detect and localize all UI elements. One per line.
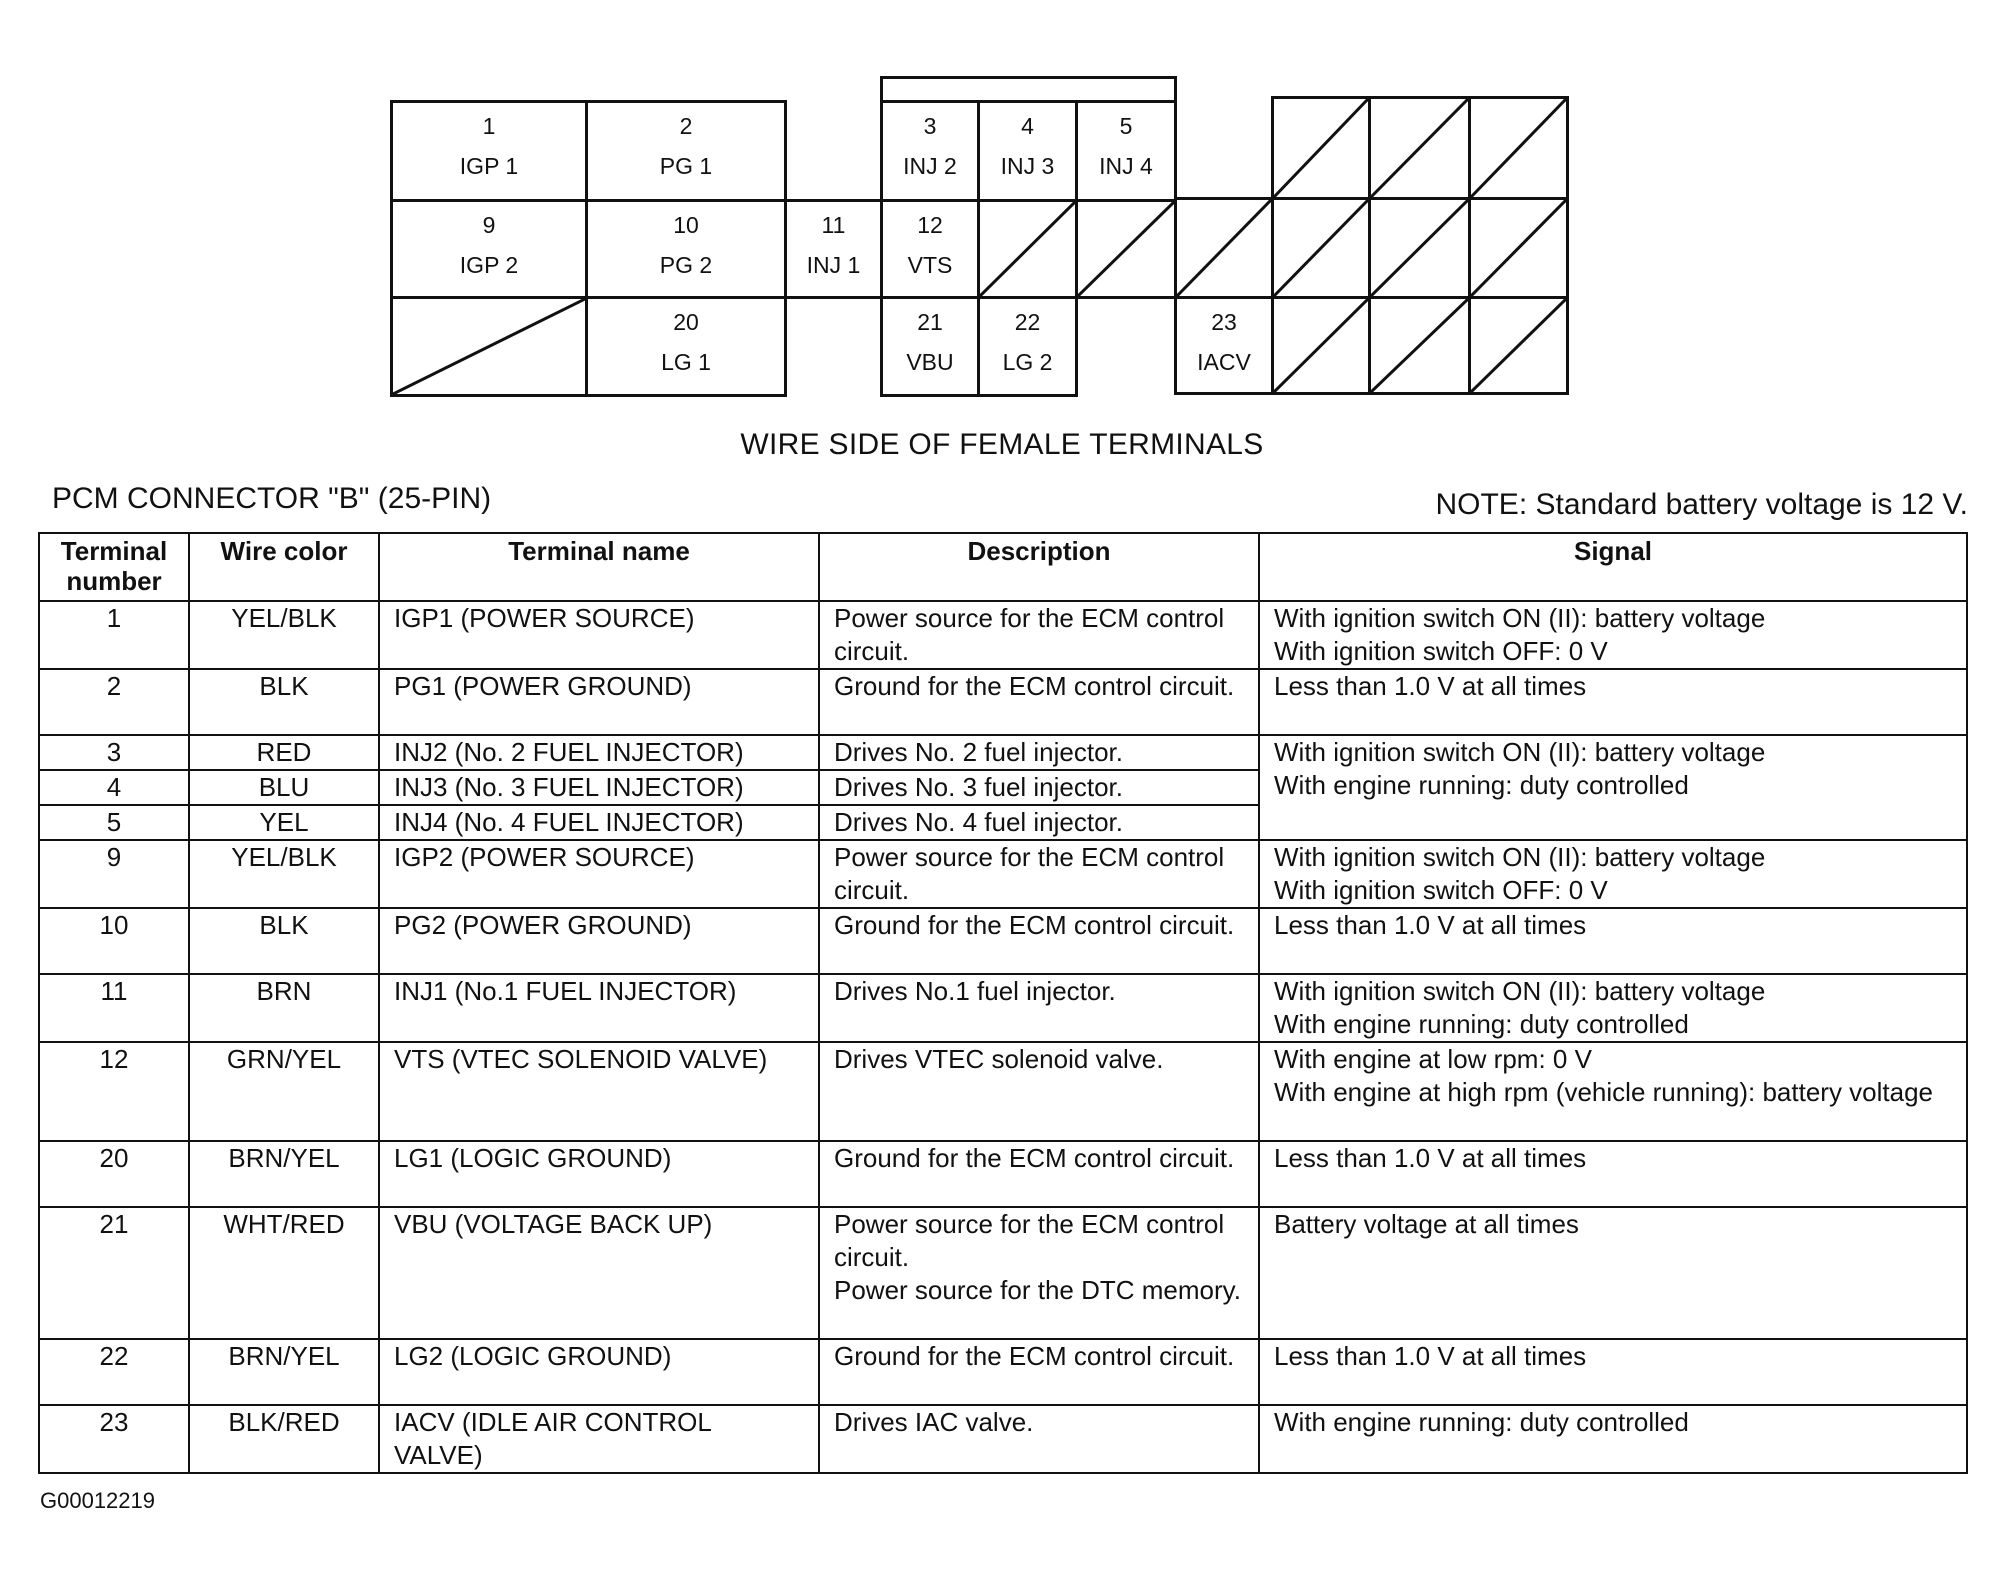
- signal-line: With engine running: duty controlled: [1274, 770, 1689, 800]
- pin-cell-12: [880, 199, 980, 299]
- blank-pin-cell: [1368, 96, 1471, 200]
- pin-number: 3: [923, 113, 937, 139]
- table-row: [39, 840, 1967, 908]
- terminal-number: 10: [39, 908, 189, 974]
- terminal-number: 21: [39, 1207, 189, 1339]
- signal-line: With engine at high rpm (vehicle running): battery voltage: [1274, 1077, 1934, 1107]
- table-row: [39, 1141, 1967, 1207]
- table-row: [39, 601, 1967, 669]
- pin-name: PG 2: [659, 252, 713, 278]
- pin-name: IGP 2: [459, 252, 519, 278]
- wire-color: YEL/BLK: [189, 601, 379, 669]
- connector-diagram: [0, 0, 2004, 420]
- pin-cell-5: [1075, 100, 1177, 202]
- signal: [1259, 1405, 1967, 1473]
- terminal-name: IACV (IDLE AIR CONTROL VALVE): [379, 1405, 819, 1473]
- header-wire-color: Wire color: [189, 533, 379, 601]
- pin-number: 1: [482, 113, 496, 139]
- pin-cell-23: [1174, 296, 1274, 395]
- terminal-name: IGP1 (POWER SOURCE): [379, 601, 819, 669]
- pin-cell-2: [585, 100, 787, 202]
- pin-name: LG 2: [1002, 349, 1053, 375]
- table-row: [39, 735, 1967, 770]
- connector-caption: WIRE SIDE OF FEMALE TERMINALS: [740, 428, 1264, 461]
- pin-name: IGP 1: [459, 153, 519, 179]
- signal-line: With ignition switch OFF: 0 V: [1274, 875, 1608, 905]
- pin-name: VBU: [906, 349, 954, 375]
- table-row: [39, 1042, 1967, 1141]
- signal: [1259, 735, 1967, 840]
- signal-line: Less than 1.0 V at all times: [1274, 1143, 1587, 1173]
- signal: [1259, 601, 1967, 669]
- signal-line: With ignition switch OFF: 0 V: [1274, 636, 1608, 666]
- terminal-table: [38, 532, 1968, 1474]
- pin-cell-9: [390, 199, 588, 299]
- blank-pin-cell: [1075, 199, 1177, 299]
- pin-name: VTS: [907, 252, 953, 278]
- signal-line: With engine running: duty controlled: [1274, 1009, 1689, 1039]
- signal-line: Less than 1.0 V at all times: [1274, 671, 1587, 701]
- signal: [1259, 1207, 1967, 1339]
- pin-cell-11: [784, 199, 883, 299]
- description: Drives No.1 fuel injector.: [819, 974, 1259, 1042]
- description: Drives No. 4 fuel injector.: [819, 805, 1259, 840]
- wire-color: BLK: [189, 908, 379, 974]
- terminal-number: 20: [39, 1141, 189, 1207]
- wire-color: WHT/RED: [189, 1207, 379, 1339]
- pin-name: INJ 3: [1000, 153, 1055, 179]
- blank-pin-cell: [1468, 96, 1569, 200]
- pin-name: PG 1: [659, 153, 713, 179]
- pin-name: INJ 2: [903, 153, 957, 179]
- description: Ground for the ECM control circuit.: [819, 669, 1259, 735]
- terminal-name: VTS (VTEC SOLENOID VALVE): [379, 1042, 819, 1141]
- signal-line: With engine running: duty controlled: [1274, 1407, 1689, 1437]
- terminal-name: PG2 (POWER GROUND): [379, 908, 819, 974]
- pin-name: INJ 1: [806, 252, 861, 278]
- description: Drives VTEC solenoid valve.: [819, 1042, 1259, 1141]
- table-row: [39, 669, 1967, 735]
- description: Ground for the ECM control circuit.: [819, 908, 1259, 974]
- description: Power source for the ECM control circuit.: [819, 601, 1259, 669]
- pin-name: LG 1: [661, 349, 711, 375]
- blank-pin-cell: [390, 296, 588, 397]
- terminal-number: 11: [39, 974, 189, 1042]
- blank-pin-cell: [1368, 197, 1471, 299]
- signal-line: With engine at low rpm: 0 V: [1274, 1044, 1592, 1074]
- signal-line: Less than 1.0 V at all times: [1274, 910, 1587, 940]
- terminal-name: INJ2 (No. 2 FUEL INJECTOR): [379, 735, 819, 770]
- description: Ground for the ECM control circuit.: [819, 1339, 1259, 1405]
- wire-color: BRN: [189, 974, 379, 1042]
- terminal-number: 23: [39, 1405, 189, 1473]
- description: Drives No. 2 fuel injector.: [819, 735, 1259, 770]
- description: Drives No. 3 fuel injector.: [819, 770, 1259, 805]
- blank-pin-cell: [1174, 197, 1274, 299]
- pin-number: 20: [673, 309, 699, 335]
- blank-pin-cell: [1271, 96, 1371, 200]
- terminal-name: PG1 (POWER GROUND): [379, 669, 819, 735]
- terminal-number: 22: [39, 1339, 189, 1405]
- blank-pin-cell: [1368, 296, 1471, 395]
- table-row: [39, 1405, 1967, 1473]
- signal: [1259, 840, 1967, 908]
- pin-number: 4: [1021, 113, 1034, 139]
- signal-line: Battery voltage at all times: [1274, 1209, 1579, 1239]
- terminal-number: 12: [39, 1042, 189, 1141]
- wire-color: YEL/BLK: [189, 840, 379, 908]
- signal: [1259, 1042, 1967, 1141]
- signal-line: With ignition switch ON (II): battery voltage: [1274, 737, 1766, 767]
- terminal-number: 1: [39, 601, 189, 669]
- pin-name: INJ 4: [1099, 153, 1153, 179]
- pin-cell-1: [390, 100, 588, 202]
- description: Power source for the ECM control circuit.: [819, 840, 1259, 908]
- wire-color: GRN/YEL: [189, 1042, 379, 1141]
- signal: [1259, 908, 1967, 974]
- terminal-name: IGP2 (POWER SOURCE): [379, 840, 819, 908]
- terminal-name: LG2 (LOGIC GROUND): [379, 1339, 819, 1405]
- pin-cell-20: [585, 296, 787, 397]
- wire-color: BLK/RED: [189, 1405, 379, 1473]
- blank-pin-cell: [1271, 197, 1371, 299]
- description: Drives IAC valve.: [819, 1405, 1259, 1473]
- pin-number: 23: [1211, 309, 1237, 335]
- pin-number: 11: [821, 212, 846, 238]
- blank-pin-cell: [1271, 296, 1371, 395]
- pin-name: IACV: [1197, 349, 1251, 375]
- signal-line: Less than 1.0 V at all times: [1274, 1341, 1587, 1371]
- signal: [1259, 974, 1967, 1042]
- pin-number: 12: [917, 212, 943, 238]
- signal-line: With ignition switch ON (II): battery voltage: [1274, 603, 1766, 633]
- pin-number: 21: [917, 309, 943, 335]
- terminal-number: 2: [39, 669, 189, 735]
- pin-number: 22: [1014, 309, 1041, 335]
- table-row: [39, 1339, 1967, 1405]
- signal-line: With ignition switch ON (II): battery voltage: [1274, 842, 1766, 872]
- terminal-number: 5: [39, 805, 189, 840]
- terminal-number: 3: [39, 735, 189, 770]
- blank-pin-cell: [1468, 296, 1569, 395]
- wire-color: BLU: [189, 770, 379, 805]
- terminal-name: INJ1 (No.1 FUEL INJECTOR): [379, 974, 819, 1042]
- description: Power source for the ECM control circuit. Power source for the DTC memory.: [819, 1207, 1259, 1339]
- terminal-name: INJ3 (No. 3 FUEL INJECTOR): [379, 770, 819, 805]
- wire-color: BLK: [189, 669, 379, 735]
- connector-label: PCM CONNECTOR "B" (25-PIN): [52, 482, 492, 515]
- pin-number: 2: [679, 113, 693, 139]
- blank-pin-cell: [1468, 197, 1569, 299]
- header-description: Description: [819, 533, 1259, 601]
- header-terminal-number: Terminal number: [39, 533, 189, 601]
- pin-cell-10: [585, 199, 787, 299]
- terminal-number: 9: [39, 840, 189, 908]
- pin-cell-3: [880, 100, 980, 202]
- table-header-row: [39, 533, 1967, 601]
- terminal-name: LG1 (LOGIC GROUND): [379, 1141, 819, 1207]
- table-row: [39, 1207, 1967, 1339]
- pin-number: 5: [1119, 113, 1133, 139]
- pin-number: 9: [482, 212, 496, 238]
- pin-cell-22: [977, 296, 1078, 397]
- signal: [1259, 669, 1967, 735]
- wire-color: BRN/YEL: [189, 1141, 379, 1207]
- description: Ground for the ECM control circuit.: [819, 1141, 1259, 1207]
- header-signal: Signal: [1259, 533, 1967, 601]
- wire-color: YEL: [189, 805, 379, 840]
- blank-pin-cell: [977, 199, 1078, 299]
- figure-code: G00012219: [40, 1488, 155, 1513]
- signal-line: With ignition switch ON (II): battery voltage: [1274, 976, 1766, 1006]
- terminal-name: VBU (VOLTAGE BACK UP): [379, 1207, 819, 1339]
- signal: [1259, 1141, 1967, 1207]
- pin-cell-4: [977, 100, 1078, 202]
- pin-number: 10: [673, 212, 699, 238]
- signal: [1259, 1339, 1967, 1405]
- pin-cell-21: [880, 296, 980, 397]
- wire-color: RED: [189, 735, 379, 770]
- table-row: [39, 908, 1967, 974]
- note: NOTE: Standard battery voltage is 12 V.: [1435, 488, 1968, 521]
- terminal-number: 4: [39, 770, 189, 805]
- header-terminal-name: Terminal name: [379, 533, 819, 601]
- terminal-name: INJ4 (No. 4 FUEL INJECTOR): [379, 805, 819, 840]
- table-row: [39, 974, 1967, 1042]
- wire-color: BRN/YEL: [189, 1339, 379, 1405]
